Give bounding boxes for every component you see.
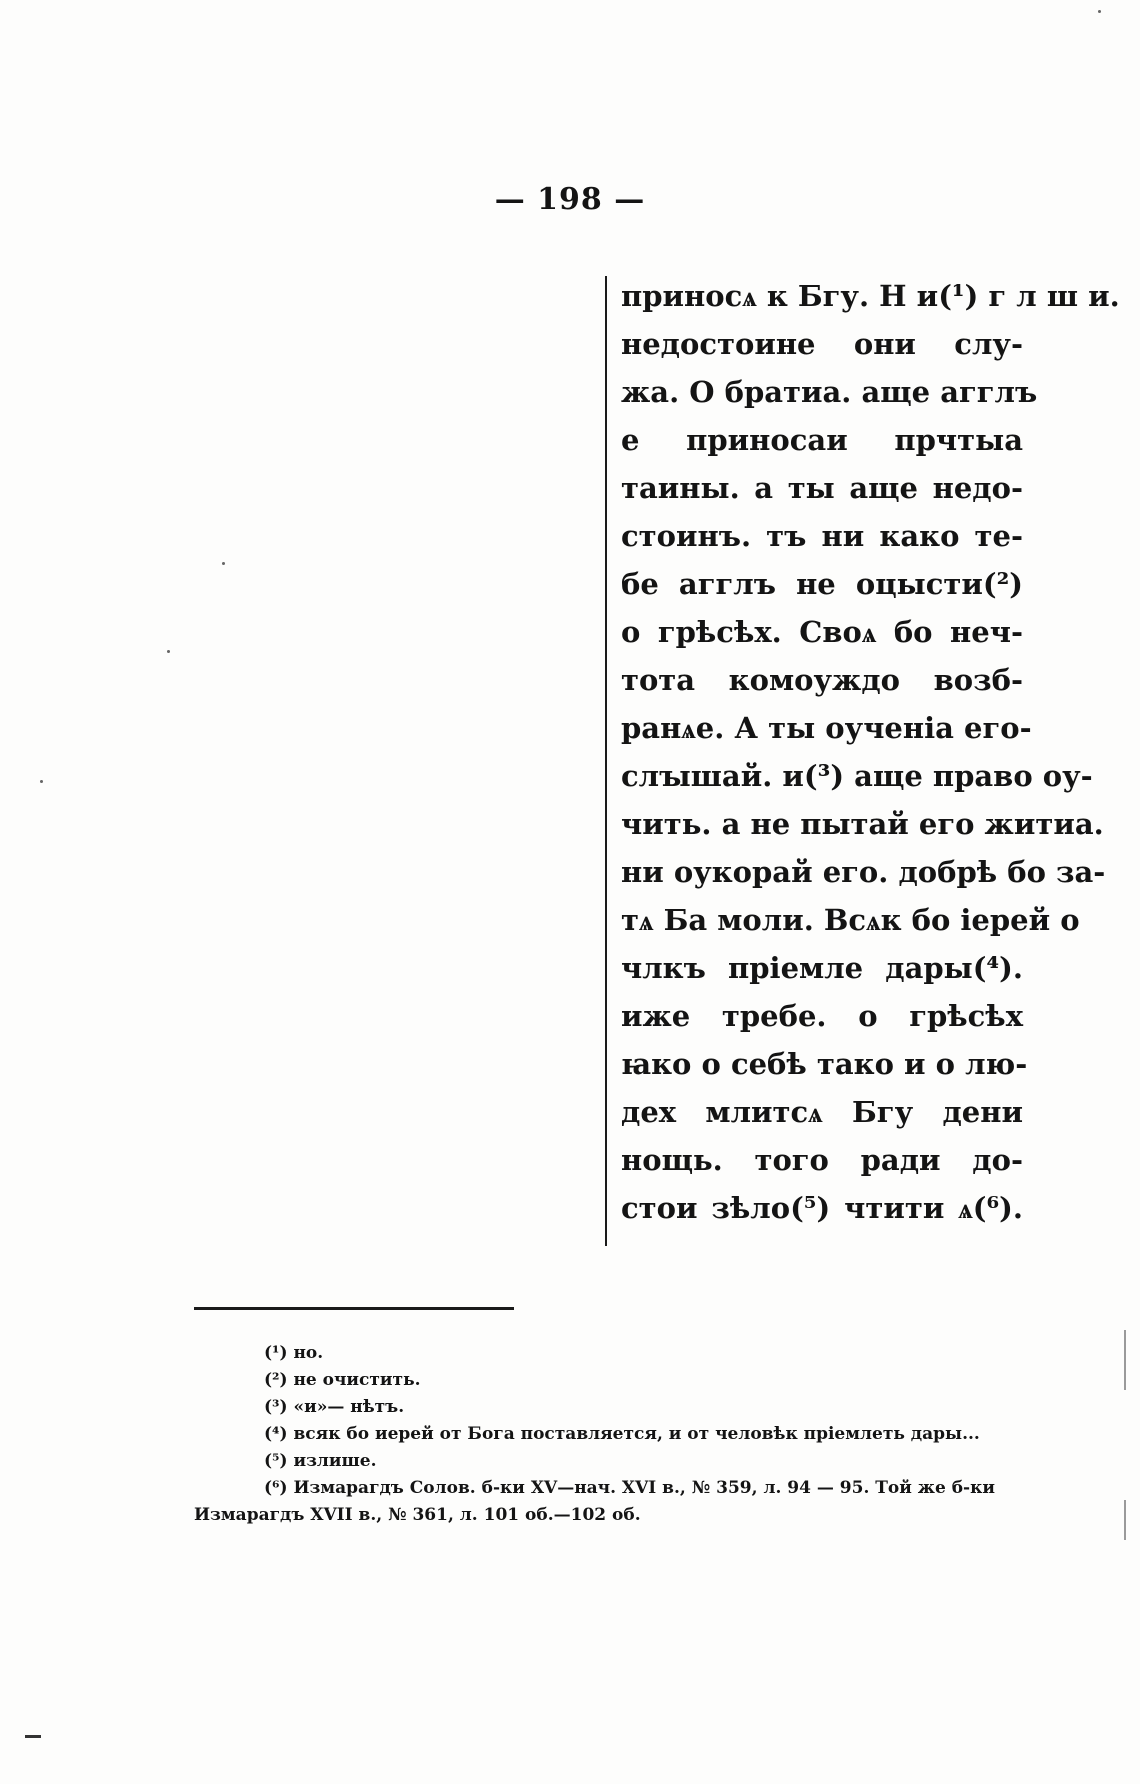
text-line-1: приносѧ к Бгу. Н и(¹) г л ш и. [621, 279, 1120, 313]
footnote-3-text: «и»— нѣтъ. [293, 1397, 405, 1417]
text-line-7: бе агглъ не оцысти(²) [621, 567, 1023, 601]
text-line-6: стоинъ. тъ ни како те- [621, 519, 1023, 553]
footnote-3 [194, 1394, 1014, 1421]
footnote-5-text: излише. [293, 1451, 377, 1471]
scan-edge-line [1124, 1500, 1126, 1540]
footnote-2-number: (²) [264, 1370, 288, 1390]
page-number: — 198 — [494, 182, 646, 217]
footnote-3-number: (³) [264, 1397, 288, 1417]
text-line-15: члкъ пріемле дары(⁴). [621, 951, 1023, 985]
text-line-17: ꙗко о себѣ тако и о лю- [621, 1047, 1028, 1081]
text-line-5: таины. а ты аще недо- [621, 471, 1023, 505]
footnotes [194, 1340, 1014, 1529]
text-line-11: слꙑшай. и(³) аще право оу- [621, 759, 1093, 793]
text-line-2: недостоине они слу- [621, 327, 1023, 361]
text-line-8: о грѣсѣх. Своѧ бо неч- [621, 615, 1023, 649]
scan-speck [1098, 10, 1101, 13]
scan-speck [222, 562, 225, 565]
footnote-6-text: Измарагдъ Солов. б-ки XV—нач. XVI в., № 359, л. 94 — 95. Той же б-ки Измарагдъ XVII в., № 361, л. 101 об.—102 об. [194, 1478, 995, 1525]
footnote-4-text: всяк бо иерей от Бога поставляется, и от человѣк пріемлеть дары... [293, 1424, 980, 1444]
text-line-18: дех млитсѧ Бгу дени [621, 1095, 1023, 1129]
text-line-12: чить. а не пытай его житиа. [621, 807, 1104, 841]
scan-edge-line [1124, 1330, 1126, 1390]
footnote-1 [194, 1340, 1014, 1367]
footnote-separator-rule [194, 1307, 514, 1310]
text-line-19: нощь. того ради до- [621, 1143, 1023, 1177]
footnote-1-number: (¹) [264, 1343, 288, 1363]
footnote-5-number: (⁵) [264, 1451, 288, 1471]
footnote-5 [194, 1448, 1014, 1475]
footnote-4 [194, 1421, 1014, 1448]
footnote-2-text: не очистить. [293, 1370, 421, 1390]
footnote-1-text: но. [293, 1343, 324, 1363]
scan-speck [40, 780, 43, 783]
footnote-6 [194, 1475, 1014, 1529]
main-text-column [605, 276, 1120, 1246]
footnote-2 [194, 1367, 1014, 1394]
text-line-3: жа. О братиа. аще агглъ [621, 375, 1038, 409]
text-line-16: иже требе. о грѣсѣх [621, 999, 1023, 1033]
text-line-9: тота комоуждо возб- [621, 663, 1023, 697]
footnote-6-number: (⁶) [264, 1478, 288, 1498]
text-line-4: е приносаи прчтыа [621, 423, 1023, 457]
text-line-14: тѧ Ба моли. Всѧк бо іерей о [621, 903, 1080, 937]
scan-mark [25, 1735, 41, 1738]
footnote-4-number: (⁴) [264, 1424, 288, 1444]
text-line-10: ранѧе. А ты оученіа его- [621, 711, 1032, 745]
text-line-13: ни оукорай его. добрѣ бо за- [621, 855, 1106, 889]
text-line-20: стои зѣло(⁵) чтити ѧ(⁶). [621, 1191, 1023, 1225]
scan-speck [167, 650, 170, 653]
